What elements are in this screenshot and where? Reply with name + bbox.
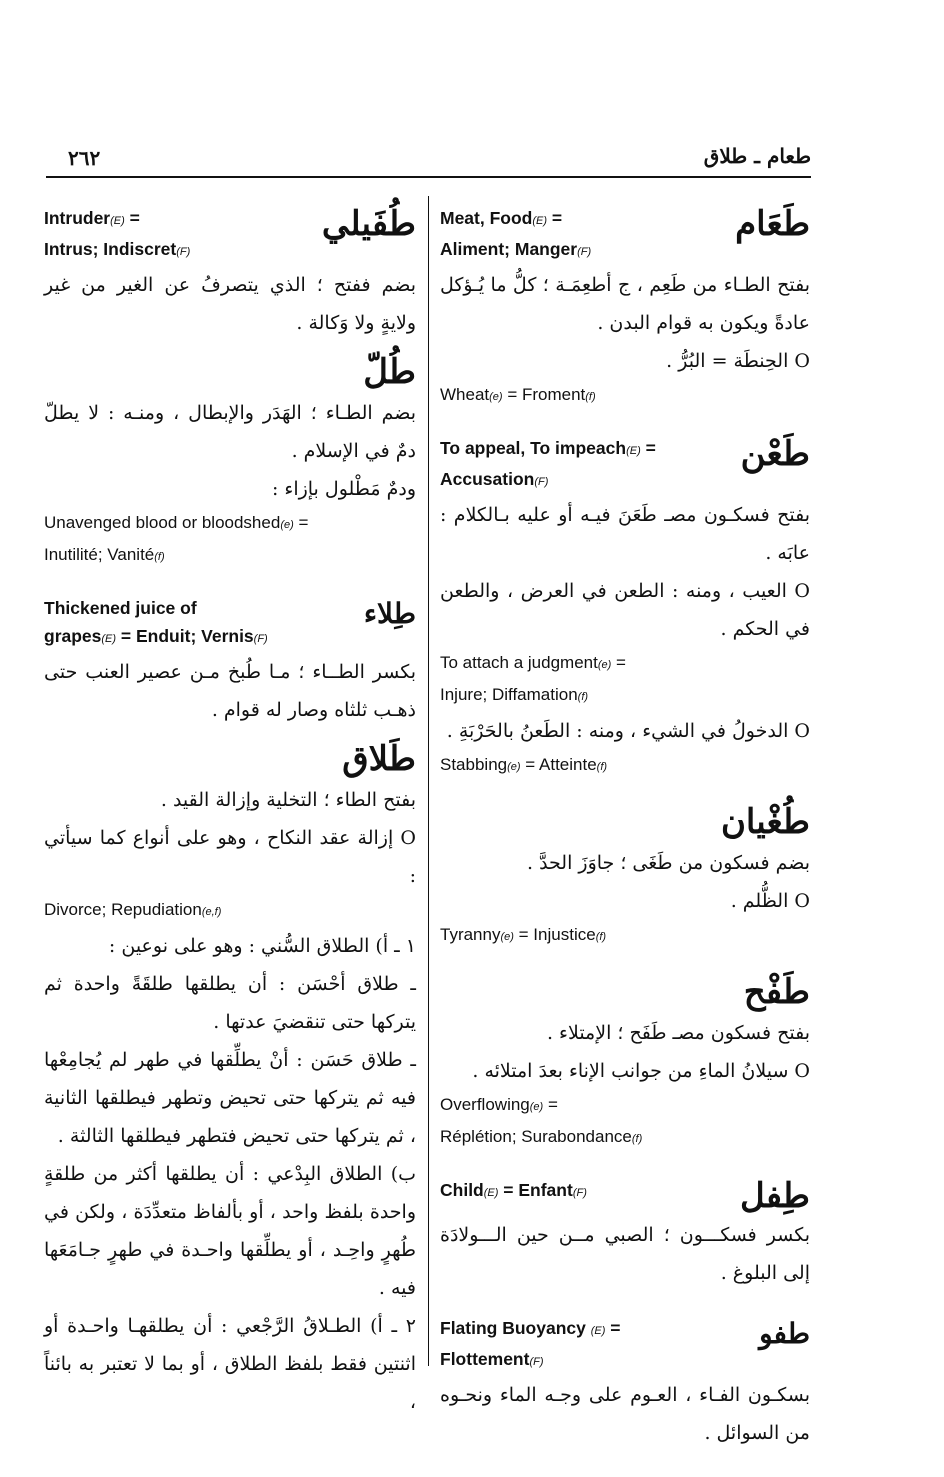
arabic-definition: O إزالة عقد النكاح ، وهو على أنواع كما سيأتي : <box>44 827 416 887</box>
headword: طفو <box>759 1317 810 1350</box>
english-gloss: Child(E) = Enfant(F) <box>440 1180 587 1200</box>
translation: Divorce; Repudiation(e,f) <box>44 900 222 919</box>
arabic-definition: بفتح الطاء ؛ التخلية وإزالة القيد . <box>160 789 416 811</box>
translation: Overflowing(e) = <box>440 1095 558 1114</box>
arabic-definition: ب) الطلاق البِدْعي : أن يطلقها أكثر من طلقةٍ واحدة بلفظ واحد ، أو بألفاظ متعدِّدَة ، ولكن في طُهرٍ واحِـد ، أو يطلِّقها واحـدة في طهرٍ جـامَعَها فيه . <box>44 1163 416 1299</box>
entry-tafh <box>440 970 810 1154</box>
column-divider <box>428 196 429 1366</box>
right-column <box>440 200 810 1452</box>
entry-taam <box>440 200 810 412</box>
translation: Tyranny(e) = Injustice(f) <box>440 925 607 944</box>
arabic-definition: ـ طلاق حَسَن : أنْ يطلِّقها في طهر لم يُجامِعْها فيه ثم يتركها حتى تحيض وتطهر فيطلقها الثانية ، ثم يتركها حتى تحيض فتطهر فيطلقها الثالثة . <box>44 1049 416 1147</box>
entry-tila <box>44 590 416 729</box>
headword: طُفَيلي <box>321 204 416 244</box>
entry-tafw <box>440 1310 810 1452</box>
translation: Stabbing(e) = Atteinte(f) <box>440 755 608 774</box>
translation: Unavenged blood or bloodshed(e) = <box>44 513 309 532</box>
arabic-definition: بكسر الطــاء ؛ مـا طُبخ مـن عصير العنب حتى ذهـب ثلثاه وصار له قوام . <box>44 661 416 721</box>
arabic-definition: O العيب ، ومنه : الطعن في العرض ، والطعن في الحكم . <box>440 580 810 640</box>
running-title: طعام ـ طلاق <box>703 144 811 168</box>
headword: طُلّ <box>363 352 416 392</box>
entry-tughyan <box>440 800 810 952</box>
headword: طَعَام <box>735 204 810 244</box>
entry-talaq <box>44 737 416 1421</box>
arabic-definition: ـ طلاق أحْسَن : أن يطلقها طلقَةً واحدة ثم يتركها حتى تنقضيَ عدتها . <box>44 973 416 1033</box>
translation: Wheat(e) = Froment(f) <box>440 385 596 404</box>
page-number: ٢٦٢ <box>68 146 101 170</box>
arabic-definition: بفتح الطـاء من طَعِم ، ج أطعِمَـة ؛ كلُّ ما يُـؤكل عادةً ويكون به قوام البدن . <box>440 274 810 334</box>
arabic-definition: O الحِنطَة = البُرُّ . <box>666 350 810 372</box>
headword: طَلاق <box>342 739 416 779</box>
arabic-definition: بضم الطـاء ؛ الهَدَر والإبطال ، ومنـه : لا يطلّ دمٌ في الإسلام . <box>44 402 416 462</box>
english-gloss: Meat, Food(E) = Aliment; Manger(F) <box>440 208 592 259</box>
arabic-definition: بفتح فسكون مصـ طَفَح ؛ الإمتلاء . <box>546 1022 810 1044</box>
headword: طُغْيان <box>720 802 810 842</box>
headword: طَفْح <box>743 972 810 1012</box>
entry-taan <box>440 430 810 782</box>
arabic-definition: بضم ففتح ؛ الذي يتصرفُ عن الغير من غير ولايةٍ ولا وَكالة . <box>44 274 416 334</box>
english-gloss: To appeal, To impeach(E) = Accusation(F) <box>440 438 656 489</box>
translation: Injure; Diffamation(f) <box>440 685 589 704</box>
arabic-definition: ١ ـ أ) الطلاق السُّني : وهو على نوعين : <box>108 935 416 957</box>
entry-tifl <box>440 1172 810 1292</box>
arabic-definition: بسكـون الفـاء ، العـوم على وجـه الماء ونحـوه من السوائل . <box>440 1384 810 1444</box>
headword: طِفل <box>739 1176 810 1216</box>
translation: To attach a judgment(e) = <box>440 653 626 672</box>
translation: Inutilité; Vanité(f) <box>44 545 165 564</box>
english-gloss: Flating Buoyancy (E) = Flottement(F) <box>440 1318 621 1369</box>
arabic-definition: O الظُّلم . <box>730 890 810 912</box>
english-gloss: Thickened juice of grapes(E) = Enduit; Vernis(F) <box>44 598 268 646</box>
header-rule <box>46 176 811 178</box>
arabic-definition: O سيلانُ الماءِ من جوانب الإناء بعدَ امتلائه . <box>472 1060 810 1082</box>
arabic-definition: O الدخولُ في الشيء ، ومنه : الطَعنُ بالحَرْبَةِ . <box>446 720 810 742</box>
left-column <box>44 200 416 1421</box>
entry-tull <box>44 350 416 572</box>
arabic-definition: بكسر فسكـــون ؛ الصبي مــن حين الـــولادَة إلى البلوغ . <box>440 1224 810 1284</box>
arabic-definition: ودمٌ مَطْلول بإزاء : <box>271 478 416 500</box>
translation: Réplétion; Surabondance(f) <box>440 1127 643 1146</box>
arabic-definition: ٢ ـ أ) الطـلاقُ الرَّجْعي : أن يطلقهـا واحـدة أو اثنتين فقط بلفظ الطلاق ، أو بما لا تعتبر به بائناً ، <box>44 1315 416 1413</box>
english-gloss: Intruder(E) = Intrus; Indiscret(F) <box>44 208 191 259</box>
headword: طِلاء <box>363 597 416 630</box>
entry-tufayli <box>44 200 416 342</box>
arabic-definition: بضم فسكون من طَغَى ؛ جاوَزَ الحدَّ . <box>526 852 810 874</box>
arabic-definition: بفتح فسكـون مصـ طَعَنَ فيـه أو عليه بـالكلام : عابَه . <box>440 504 810 564</box>
headword: طَعْن <box>740 434 810 474</box>
